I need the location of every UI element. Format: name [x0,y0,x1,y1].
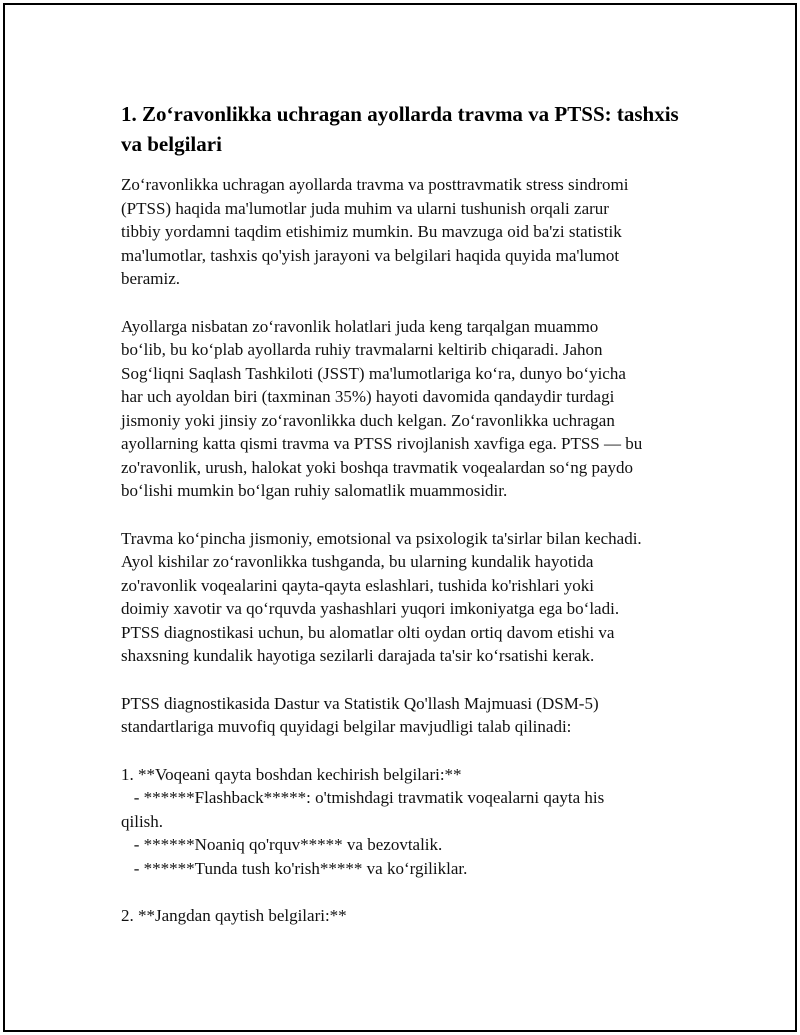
paragraph-statistics [121,315,701,503]
text-line: jismoniy yoki jinsiy zo‘ravonlikka duch kelgan. Zo‘ravonlikka uchragan [121,410,615,430]
text-line: Ayol kishilar zo‘ravonlikka tushganda, bu ularning kundalik hayotida [121,552,594,571]
symptom-list-1 [121,763,701,881]
text-line: zo'ravonlik voqealarini qayta-qayta eslashlari, tushida ko'rishlari yoki [121,575,595,595]
text-line: Zo‘ravonlikka uchragan ayollarda travma va posttravmatik stress sindromi [121,175,629,194]
text-line: tibbiy yordamni taqdim etishimiz mumkin. Bu mavzuga oid ba'zi statistik [121,222,622,241]
document-content [121,99,701,952]
page-frame [3,3,797,1032]
text-line: shaxsning kundalik hayotiga sezilarli darajada ta'sir ko‘rsatishi kerak. [121,646,595,665]
paragraph-trauma [121,527,701,668]
document-title [121,99,701,159]
text-line: Travma ko‘pincha jismoniy, emotsional va psixologik ta'sirlar bilan kechadi. [121,528,642,548]
symptom-list-2 [121,904,701,928]
text-line: bo‘lib, bu ko‘plab ayollarda ruhiy travmalarni keltirib chiqaradi. Jahon [121,340,603,359]
list-item: 1. **Voqeani qayta boshdan kechirish belgilari:** [121,764,462,784]
text-line: bo‘lishi mumkin bo‘lgan ruhiy salomatlik muammosidir. [121,481,508,500]
text-line: (PTSS) haqida ma'lumotlar juda muhim va ularni tushunish orqali zarur [121,198,609,218]
text-line: standartlariga muvofiq quyidagi belgilar mavjudligi talab qilinadi: [121,717,572,736]
title-line: 1. Zo‘ravonlikka uchragan ayollarda travma va PTSS: tashxis [121,102,679,126]
text-line: PTSS diagnostikasi uchun, bu alomatlar olti oydan ortiq davom etishi va [121,622,615,642]
list-item: 2. **Jangdan qaytish belgilari:** [121,906,347,925]
paragraph-intro [121,173,701,291]
list-item: qilish. [121,811,164,831]
text-line: zo'ravonlik, urush, halokat yoki boshqa travmatik voqealardan so‘ng paydo [121,457,633,477]
text-line: doimiy xavotir va qo‘rquvda yashashlari yuqori imkoniyatga ega bo‘ladi. [121,599,620,618]
text-line: ayollarning katta qismi travma va PTSS rivojlanish xavfiga ega. PTSS — bu [121,434,643,453]
text-line: beramiz. [121,269,180,288]
text-line: Ayollarga nisbatan zo‘ravonlik holatlari juda keng tarqalgan muammo [121,316,599,336]
text-line: PTSS diagnostikasida Dastur va Statistik Qo'llash Majmuasi (DSM-5) [121,693,599,713]
title-line: va belgilari [121,132,222,156]
list-item: - ******Flashback*****: o'tmishdagi travmatik voqealarni qayta his [121,788,605,807]
list-item: - ******Tunda tush ko'rish***** va ko‘rgiliklar. [121,858,468,878]
text-line: Sog‘liqni Saqlash Tashkiloti (JSST) ma'lumotlariga ko‘ra, dunyo bo‘yicha [121,363,626,383]
list-item: - ******Noaniq qo'rquv***** va bezovtalik. [121,835,443,854]
paragraph-dsm5 [121,692,701,739]
text-line: har uch ayoldan biri (taxminan 35%) hayoti davomida qandaydir turdagi [121,387,615,406]
text-line: ma'lumotlar, tashxis qo'yish jarayoni va belgilari haqida quyida ma'lumot [121,245,620,265]
